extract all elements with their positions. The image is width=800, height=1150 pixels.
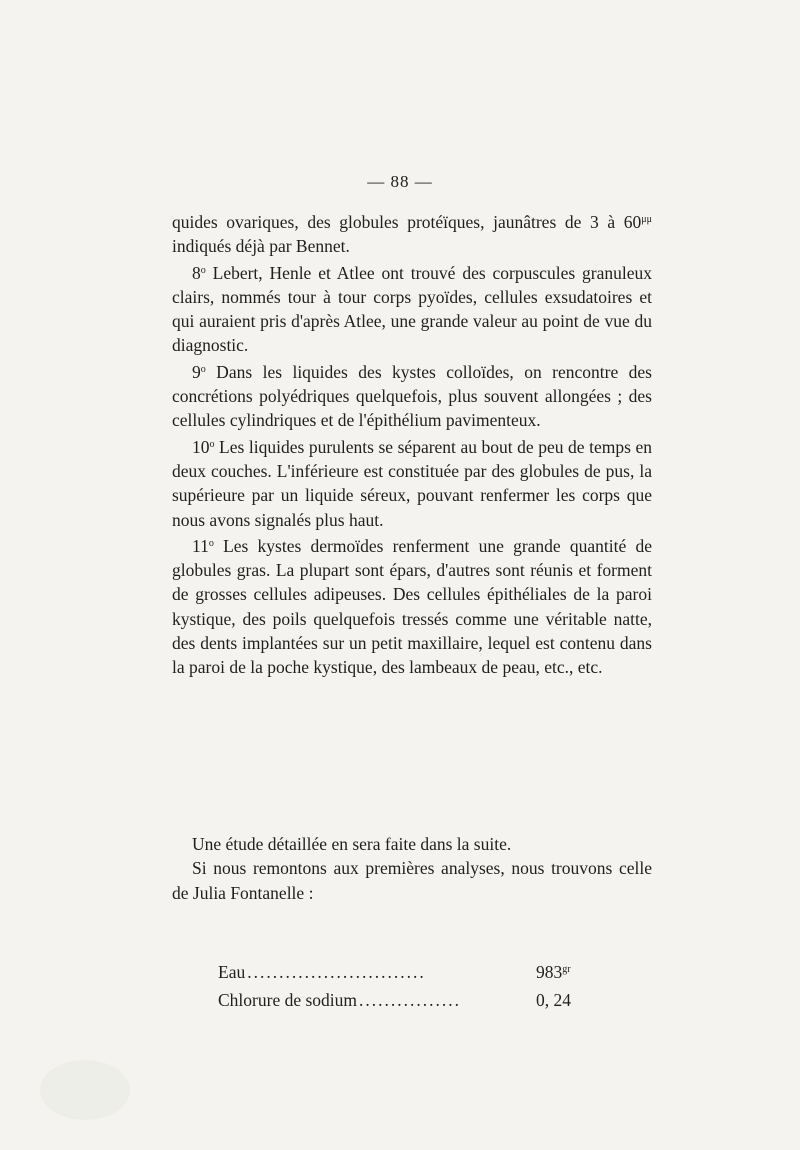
paragraph-11 — [172, 532, 652, 680]
value-number: 0, 24 — [536, 990, 571, 1010]
ordinal-mark: o — [200, 363, 206, 375]
paragraph-8 — [172, 259, 652, 358]
paragraph-number: 9 — [192, 361, 201, 382]
paragraph-text: Les liquides purulents se séparent au bout de peu de temps en deux couches. L'inférieure est constituée par des globules de pus, la supérieure par un liquide séreux, pouvant renfermer les corps que nous avons signalés plus haut. — [172, 436, 652, 530]
table-row-label: Chlorure de sodium — [218, 990, 358, 1010]
paragraph-text: Dans les liquides des kystes colloïdes, on rencontre des concrétions polyédriques quelquefois, plus souvent allongées ; des cellules cylindriques et de l'épithélium pavimenteux. — [172, 361, 652, 431]
paragraph-text: Lebert, Henle et Atlee ont trouvé des corpuscules granuleux clairs, nommés tour à tour corps pyoïdes, cellules exsudatoires et qui auraient pris d'après Atlee, une grande valeur au point de vue du diagnostic. — [172, 262, 652, 356]
paragraph-continuation — [172, 208, 652, 259]
paragraph-text: Les kystes dermoïdes renferment une grande quantité de globules gras. La plupart sont épars, d'autres sont réunis et forment de grosses cellules adipeuses. Des cellules épithéliales de la paroi kystique, des poils quelquefois tressés comme une véritable natte, des dents implantées sur un petit maxillaire, lequel est contenu dans la paroi de la poche kystique, des lambeaux de peau, etc., etc. — [172, 535, 652, 678]
paragraph-10 — [172, 433, 652, 532]
table-row-value — [536, 957, 608, 985]
table-row — [218, 985, 608, 1013]
paragraph-study: Une étude détaillée en sera faite dans la suite. — [192, 834, 512, 854]
value-unit: gr — [562, 964, 571, 975]
upper-text-block — [172, 208, 652, 680]
leader-dots: ................ — [359, 990, 462, 1010]
micron-unit: μμ — [641, 214, 652, 225]
paragraph-number: 8 — [192, 262, 201, 283]
ordinal-mark: o — [208, 537, 214, 549]
ordinal-mark: o — [200, 264, 206, 276]
ordinal-mark: o — [209, 438, 215, 450]
table-row — [218, 957, 608, 985]
table-row-label: Eau — [218, 962, 246, 982]
paper-stain — [40, 1060, 130, 1120]
value-number: 983 — [536, 962, 563, 982]
lower-text-block — [172, 832, 652, 905]
paragraph-text: quides ovariques, des globules protéïques, jaunâtres de 3 à 60 — [172, 212, 642, 232]
leader-dots: ............................ — [247, 962, 426, 982]
paragraph-number: 11 — [192, 535, 209, 556]
analysis-table — [218, 957, 608, 1013]
paragraph-analyses: Si nous remontons aux premières analyses, nous trouvons celle de Julia Fontanelle : — [172, 858, 652, 903]
table-row-value — [536, 985, 608, 1013]
paragraph-number: 10 — [192, 436, 210, 457]
paragraph-9 — [172, 358, 652, 433]
paragraph-text: indiqués déjà par Bennet. — [172, 236, 350, 257]
page-number: — 88 — — [367, 172, 433, 191]
